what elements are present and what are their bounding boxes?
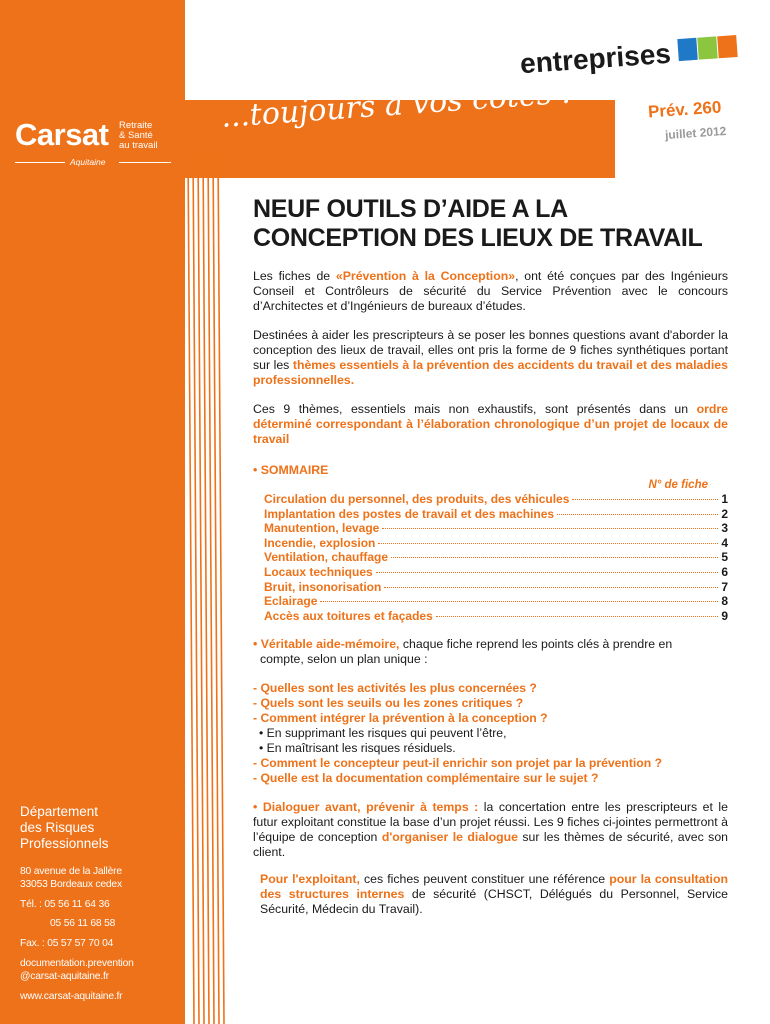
logo-subtitle (119, 121, 158, 151)
toc-item: Incendie, explosion 4 (264, 535, 728, 550)
table-of-contents (264, 492, 728, 623)
question-sub-item: • En maîtrisant les risques résiduels. (259, 741, 456, 756)
fiche-number-label: N° de fiche (648, 479, 708, 491)
exploitant-paragraph: Pour l'exploitant, ces fiches peuvent constituer une référence pour la consultation des structures internes de sécurité (CHSCT, Délégués du Personnel, Service Sécurité, Médecin du Travail). (260, 872, 728, 917)
logo-region: Aquitaine (70, 157, 106, 167)
email-link[interactable]: @carsat-aquitaine.fr (20, 970, 109, 982)
question-item: - Quelles sont les activités les plus concernées ? (253, 681, 537, 696)
toc-item: Accès aux toitures et façades 9 (264, 608, 728, 623)
brand-squares-icon (677, 35, 738, 61)
dialogue-paragraph: • Dialoguer avant, prévenir à temps : la concertation entre les prescripteurs et le futur exploitant constitue la base d’un projet réussi. Les 9 fiches ci-jointes permettront à l’équipe de conception d'organiser le dialogue sur les thèmes de sécurité, avec son client. (253, 800, 728, 860)
toc-item: Implantation des postes de travail et des machines 2 (264, 506, 728, 521)
question-item: - Quels sont les seuils ou les zones critiques ? (253, 696, 524, 711)
slogan: ...toujours à vos côtés ! (220, 75, 575, 135)
logo-divider (119, 162, 171, 163)
issue-date: juillet 2012 (664, 123, 727, 143)
carsat-logo (15, 117, 185, 172)
logo-sub-line: & Santé (119, 130, 153, 141)
key-questions-list (253, 681, 728, 786)
page-title: NEUF OUTILS D’AIDE A LA CONCEPTION DES LIEUX DE TRAVAIL (253, 195, 703, 252)
question-sub-item: • En supprimant les risques qui peuvent l’être, (259, 726, 507, 741)
intro-paragraph: Les fiches de «Prévention à la Conception», ont été conçues par des Ingénieurs Conseil et Contrôleurs de sécurité du Service Prévention avec le concours d’Architectes et d’Ingénieurs de bureaux d’études. (253, 269, 728, 313)
spiral-binding-icon (186, 150, 228, 1024)
toc-item: Bruit, insonorisation 7 (264, 579, 728, 594)
logo-sub-line: au travail (119, 140, 158, 151)
question-item: - Comment le concepteur peut-il enrichir son projet par la prévention ? (253, 756, 663, 771)
contact-block (20, 866, 134, 1003)
address-line: 80 avenue de la Jallère (20, 866, 122, 877)
toc-item: Locaux techniques 6 (264, 564, 728, 579)
purpose-paragraph: Destinées à aider les prescripteurs à se poser les bonnes questions avant d'aborder la conception des lieux de travail, elles ont pris la forme de 9 fiches synthétiques portant sur les thèmes essentiels à la prévention des accidents du travail et des maladies professionnelles. (253, 328, 728, 387)
logo-divider (15, 162, 65, 163)
order-paragraph: Ces 9 thèmes, essentiels mais non exhaustifs, sont présentés dans un ordre déterminé correspondant à l’élaboration chronologique d’un projet de locaux de travail (253, 402, 728, 446)
phone-line: Tél. : 05 56 11 64 36 (20, 898, 110, 910)
department-name: Département des Risques Professionnels (20, 804, 109, 851)
toc-item: Eclairage 8 (264, 594, 728, 609)
question-item: - Quelle est la documentation complémentaire sur le sujet ? (253, 771, 599, 786)
logo-sub-line: Retraite (119, 120, 153, 131)
main-content (253, 195, 728, 917)
sommaire-heading: • SOMMAIRE (253, 463, 329, 477)
question-item: - Comment intégrer la prévention à la conception ? (253, 711, 548, 726)
fax-line: Fax. : 05 57 57 70 04 (20, 938, 114, 950)
toc-item: Ventilation, chauffage 5 (264, 550, 728, 565)
issue-number: Prév. 260 (647, 97, 722, 122)
toc-item: Manutention, levage 3 (264, 521, 728, 536)
website-link[interactable]: www.carsat-aquitaine.fr (20, 990, 123, 1002)
address-line: 33053 Bordeaux cedex (20, 878, 122, 890)
email-link[interactable]: documentation.prevention (20, 957, 134, 969)
aide-memoire-paragraph: • Véritable aide-mémoire, chaque fiche reprend les points clés à prendre en compte, selon un plan unique : (253, 637, 673, 667)
toc-item: Circulation du personnel, des produits, des véhicules 1 (264, 492, 728, 506)
logo-main: Carsat (15, 117, 109, 152)
brand-title: entreprises (519, 37, 672, 80)
phone-line: 05 56 11 68 58 (50, 918, 116, 930)
